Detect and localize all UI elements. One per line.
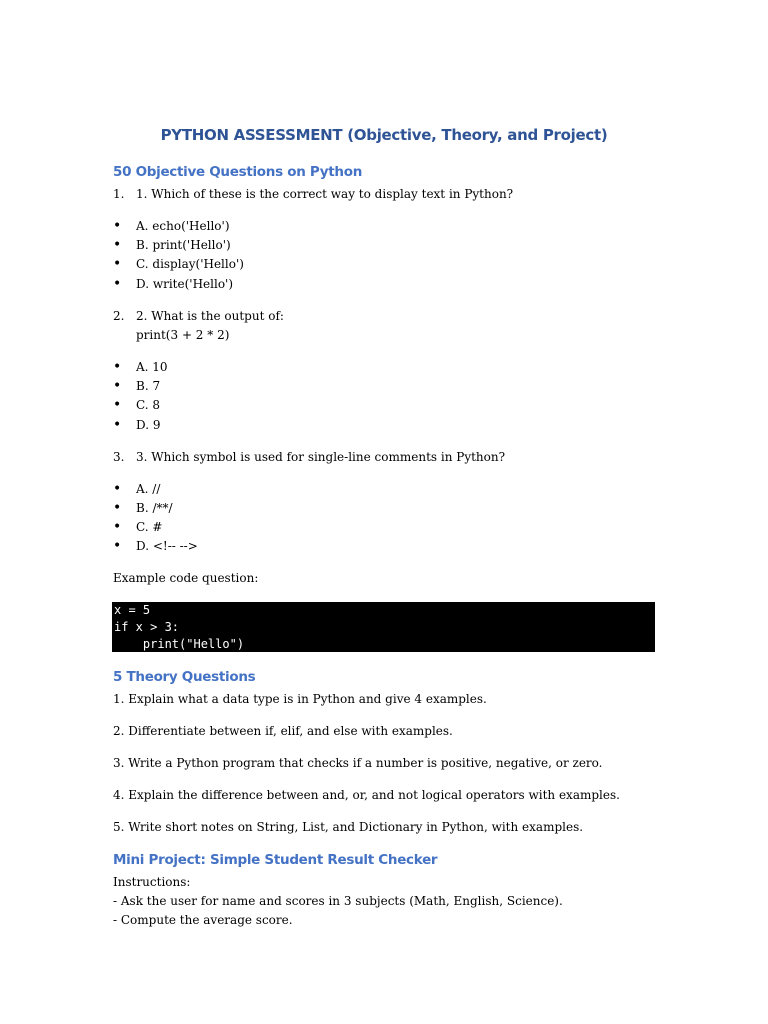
project-line: Instructions:	[113, 875, 191, 889]
option-item: A. echo('Hello')	[136, 219, 230, 233]
project-line: - Ask the user for name and scores in 3 subjects (Math, English, Science).	[113, 894, 563, 908]
theory-question: 4. Explain the difference between and, or, and not logical operators with examples.	[113, 788, 620, 802]
bullet-icon: •	[113, 397, 122, 413]
bullet-icon: •	[113, 519, 122, 535]
question-code-line: print(3 + 2 * 2)	[136, 328, 230, 342]
project-heading: Mini Project: Simple Student Result Checker	[113, 852, 438, 868]
option-item: D. write('Hello')	[136, 277, 234, 291]
theory-question: 3. Write a Python program that checks if a number is positive, negative, or zero.	[113, 756, 603, 770]
option-item: B. /**/	[136, 501, 173, 515]
option-item: B. print('Hello')	[136, 238, 231, 252]
theory-question: 1. Explain what a data type is in Python and give 4 examples.	[113, 692, 487, 706]
bullet-icon: •	[113, 276, 122, 292]
option-item: D. <!-- -->	[136, 539, 198, 553]
code-line: print("Hello")	[114, 637, 245, 651]
option-item: C. #	[136, 520, 163, 534]
question-text: 1. Which of these is the correct way to display text in Python?	[136, 187, 514, 201]
option-item: A. 10	[136, 360, 168, 374]
question-number: 1.	[113, 187, 125, 201]
bullet-icon: •	[113, 538, 122, 554]
bullet-icon: •	[113, 417, 122, 433]
question-number: 3.	[113, 450, 125, 464]
bullet-icon: •	[113, 218, 122, 234]
question-text: 2. What is the output of:	[136, 309, 284, 323]
bullet-icon: •	[113, 481, 122, 497]
bullet-icon: •	[113, 237, 122, 253]
code-block	[112, 602, 655, 652]
question-text: 3. Which symbol is used for single-line comments in Python?	[136, 450, 506, 464]
project-line: - Compute the average score.	[113, 913, 293, 927]
theory-question: 2. Differentiate between if, elif, and else with examples.	[113, 724, 453, 738]
theory-heading: 5 Theory Questions	[113, 669, 256, 685]
option-item: B. 7	[136, 379, 161, 393]
document-title: PYTHON ASSESSMENT (Objective, Theory, and Project)	[160, 126, 608, 144]
option-item: D. 9	[136, 418, 161, 432]
bullet-icon: •	[113, 359, 122, 375]
option-item: A. //	[136, 482, 161, 496]
bullet-icon: •	[113, 378, 122, 394]
question-number: 2.	[113, 309, 125, 323]
option-item: C. display('Hello')	[136, 257, 244, 271]
code-line: x = 5	[114, 603, 151, 617]
bullet-icon: •	[113, 256, 122, 272]
objective-heading: 50 Objective Questions on Python	[113, 164, 363, 180]
code-line: if x > 3:	[114, 620, 180, 634]
theory-question: 5. Write short notes on String, List, and Dictionary in Python, with examples.	[113, 820, 584, 834]
bullet-icon: •	[113, 500, 122, 516]
option-item: C. 8	[136, 398, 161, 412]
example-label: Example code question:	[113, 571, 259, 585]
